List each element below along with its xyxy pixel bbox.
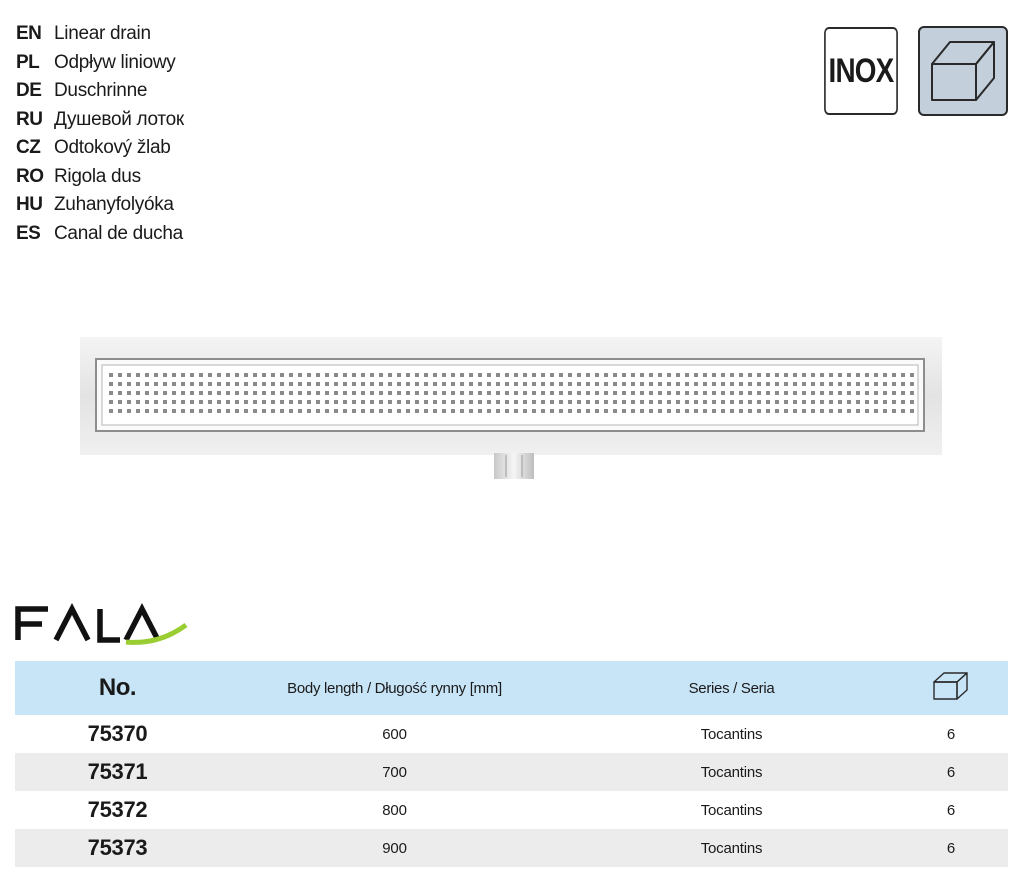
pack-quantity: 6 <box>946 725 956 743</box>
series: Tocantins <box>700 839 763 857</box>
lang-name: Odtokový žlab <box>54 137 171 159</box>
lang-name: Zuhanyfolyóka <box>54 194 174 216</box>
lang-row-ru <box>16 106 184 135</box>
table-row <box>15 791 1008 829</box>
header-no: No. <box>98 674 137 701</box>
drain-product-image <box>80 335 944 490</box>
lang-code: EN <box>16 23 42 45</box>
lang-row-pl <box>16 49 184 78</box>
lang-name: Duschrinne <box>54 80 148 102</box>
body-length: 900 <box>382 839 407 857</box>
cardboard-box-icon <box>918 26 1008 116</box>
lang-code: PL <box>16 51 40 73</box>
series: Tocantins <box>700 763 763 781</box>
lang-row-cz <box>16 134 184 163</box>
product-number: 75372 <box>87 797 148 822</box>
lang-code: CZ <box>16 137 41 159</box>
lang-code: DE <box>16 80 42 102</box>
lang-code: RO <box>16 165 44 187</box>
header-body-length: Body length / Długość rynny [mm] <box>287 679 502 697</box>
product-number: 75370 <box>87 721 148 746</box>
body-length: 800 <box>382 801 407 819</box>
box-icon <box>894 671 1008 706</box>
lang-name: Rigola dus <box>54 165 141 187</box>
table-row <box>15 753 1008 791</box>
lang-row-ro <box>16 163 184 192</box>
pack-quantity: 6 <box>946 801 956 819</box>
fala-logo <box>14 598 194 651</box>
table-row <box>15 829 1008 867</box>
series: Tocantins <box>700 801 763 819</box>
series: Tocantins <box>700 725 763 743</box>
lang-name: Odpływ liniowy <box>54 51 176 73</box>
lang-code: HU <box>16 194 43 216</box>
pack-quantity: 6 <box>946 763 956 781</box>
lang-name: Canal de ducha <box>54 222 183 244</box>
pack-quantity: 6 <box>946 839 956 857</box>
product-number: 75371 <box>87 759 148 784</box>
body-length: 600 <box>382 725 407 743</box>
inox-badge: INOX <box>824 27 898 115</box>
lang-name: Душевой лоток <box>54 108 184 130</box>
lang-name: Linear drain <box>54 23 151 45</box>
lang-row-en <box>16 20 184 49</box>
table-row <box>15 715 1008 753</box>
lang-row-es <box>16 220 184 249</box>
spec-table <box>15 661 1008 867</box>
table-header-row <box>15 661 1008 715</box>
lang-row-de <box>16 77 184 106</box>
lang-code: RU <box>16 108 43 130</box>
header-series: Series / Seria <box>688 679 775 697</box>
lang-code: ES <box>16 222 41 244</box>
lang-row-hu <box>16 191 184 220</box>
language-list <box>16 20 184 248</box>
product-number: 75373 <box>87 835 148 860</box>
body-length: 700 <box>382 763 407 781</box>
